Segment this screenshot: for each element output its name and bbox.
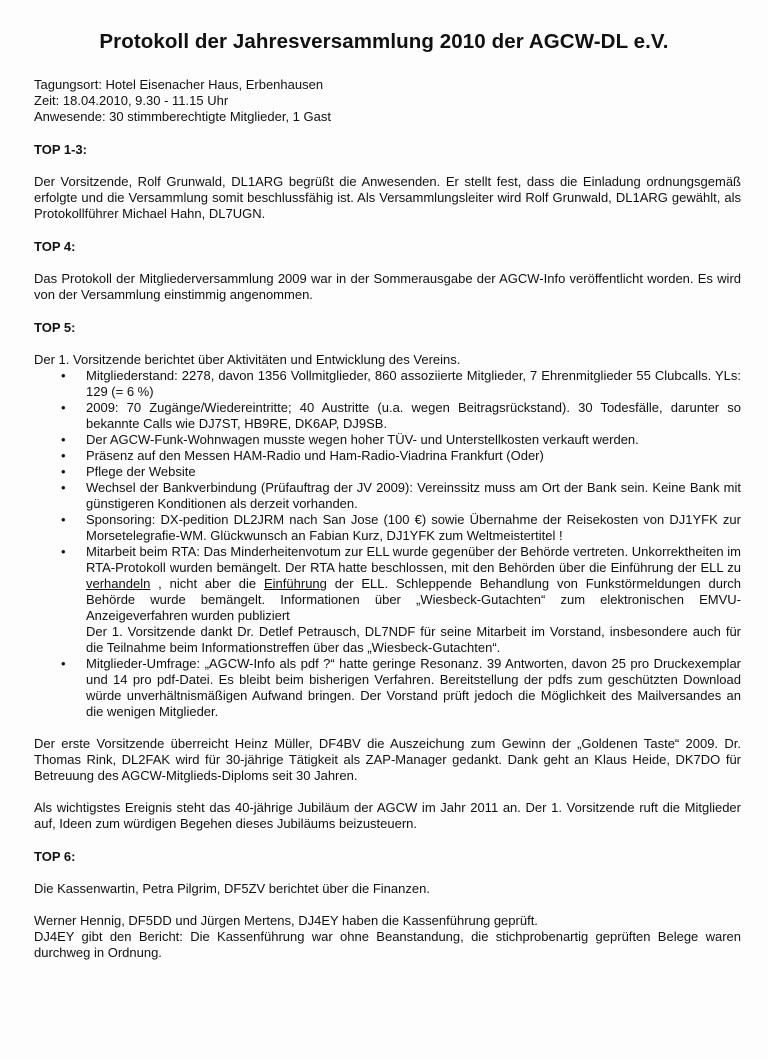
rta-text <box>86 544 741 623</box>
bullet-item <box>34 400 741 432</box>
bullet-text: Mitgliederstand: 2278, davon 1356 Vollmitglieder, 860 assoziierte Mitglieder, 7 Ehrenmitglieder 55 Clubcalls. YLs: 129 (= 6 %) <box>86 368 741 399</box>
bullet-icon: • <box>61 464 66 479</box>
bullet-text: 2009: 70 Zugänge/Wiedereintritte; 40 Austritte (u.a. wegen Beitragsrückstand). 30 Todesfälle, darunter so bekannte Calls wie DJ7ST, HB9RE, DK6AP, DJ9SB. <box>86 400 741 431</box>
bullet-icon: • <box>61 656 66 671</box>
heading-top-1-3: TOP 1-3: <box>34 142 87 157</box>
meta-time: Zeit: 18.04.2010, 9.30 - 11.15 Uhr <box>34 93 229 108</box>
bullet-item <box>34 512 741 544</box>
bullet-item <box>34 448 741 464</box>
heading-top-6: TOP 6: <box>34 849 76 864</box>
bullet-icon: • <box>61 400 66 415</box>
bullet-icon: • <box>61 368 66 383</box>
bullet-icon: • <box>61 512 66 527</box>
bullet-item <box>34 464 741 480</box>
heading-top-5: TOP 5: <box>34 320 76 335</box>
bullet-icon: • <box>61 448 66 463</box>
paragraph-top-5-intro: Der 1. Vorsitzende berichtet über Aktivitäten und Entwicklung des Vereins. <box>34 352 461 367</box>
bullet-item-survey <box>34 656 741 720</box>
paragraph-treasurer: Die Kassenwartin, Petra Pilgrim, DF5ZV berichtet über die Finanzen. <box>34 881 430 896</box>
spacer <box>34 720 741 736</box>
paragraph-audit-report: DJ4EY gibt den Bericht: Die Kassenführung war ohne Beanstandung, die stichprobenartig geprüften Belege waren durchweg in Ordnung. <box>34 929 741 960</box>
rta-text-part-1: Mitarbeit beim RTA: Das Minderheitenvotum zur ELL wurde gegenüber der Behörde vertreten. Unkorrektheiten im RTA-Protokoll wurden bemängelt. Der RTA hatte beschlossen, mit den Behörden über die Einführung der ELL zu <box>86 544 741 575</box>
bullet-text: Sponsoring: DX-pedition DL2JRM nach San Jose (100 €) sowie Übernahme der Reisekosten von DJ1YFK zur Morsetelegrafie-WM. Glückwunsch an Fabian Kurz, DJ1YFK zum Weltmeistertitel ! <box>86 512 741 543</box>
paragraph-anniversary: Als wichtigstes Ereignis steht das 40-jährige Jubiläum der AGCW im Jahr 2011 an. Der 1. Vorsitzende ruft die Mitglieder auf, Ideen zum würdigen Begehen dieses Jubiläums beizusteuern. <box>34 800 741 831</box>
document-title: Protokoll der Jahresversammlung 2010 der AGCW-DL e.V. <box>99 30 669 53</box>
spacer <box>34 784 741 800</box>
bullet-icon: • <box>61 544 66 559</box>
document-body <box>34 77 741 961</box>
rta-text-part-3: der ELL. Schleppende Behandlung von Funkstörmeldungen durch Behörde wurde bemängelt. Informationen über „Wiesbeck-Gutachten“ zum elektronischen EMVU-Anzeigeverfahren wurden publiziert <box>86 576 742 623</box>
paragraph-auditors: Werner Hennig, DF5DD und Jürgen Mertens, DJ4EY haben die Kassenführung geprüft. <box>34 913 538 928</box>
paragraph-top-4: Das Protokoll der Mitgliederversammlung 2009 war in der Sommerausgabe der AGCW-Info veröffentlicht worden. Es wird von der Versammlung einstimmig angenommen. <box>34 271 741 302</box>
paragraph-awards: Der erste Vorsitzende überreicht Heinz Müller, DF4BV die Auszeichung zum Gewinn der „Goldenen Taste“ 2009. Dr. Thomas Rink, DL2FAK wird für 30-jährige Tätigkeit als ZAP-Manager gedankt. Dank geht an Klaus Heide, DK7DO für Betreuung des AGCW-Mitglieds-Diploms seit 30 Jahren. <box>34 736 741 783</box>
spacer <box>34 897 741 913</box>
bullet-item <box>34 480 741 512</box>
bullet-text: Präsenz auf den Messen HAM-Radio und Ham-Radio-Viadrina Frankfurt (Oder) <box>86 448 544 463</box>
top-5-bullet-list <box>34 368 741 720</box>
rta-underlined-verhandeln: verhandeln <box>86 576 151 591</box>
bullet-text: Der AGCW-Funk-Wohnwagen musste wegen hoher TÜV- und Unterstellkosten verkauft werden. <box>86 432 639 447</box>
bullet-text: Pflege der Website <box>86 464 196 479</box>
meta-location: Tagungsort: Hotel Eisenacher Haus, Erbenhausen <box>34 77 324 92</box>
bullet-icon: • <box>61 480 66 495</box>
heading-top-4: TOP 4: <box>34 239 76 254</box>
meta-attendees: Anwesende: 30 stimmberechtigte Mitglieder, 1 Gast <box>34 109 331 124</box>
bullet-item <box>34 368 741 400</box>
rta-text-part-2: , nicht aber die <box>150 576 264 591</box>
bullet-item <box>34 432 741 448</box>
rta-thanks-text: Der 1. Vorsitzende dankt Dr. Detlef Petrausch, DL7NDF für seine Mitarbeit im Vorstand, insbesondere auch für die Teilnahme beim Informationstreffen über das „Wiesbeck-Gutachten“. <box>86 624 741 655</box>
bullet-text: Mitglieder-Umfrage: „AGCW-Info als pdf ?“ hatte geringe Resonanz. 39 Antworten, davon 25 pro Druckexemplar und 14 pro pdf-Datei. Es bleibt beim bisherigen Verfahren. Bereitstellung der pdfs zum geschützten Download würde unverhältnismäßigen Aufwand bringen. Der Vorstand prüft jedoch die Möglichkeit des Mailversandes an die wenigen Mitglieder. <box>86 656 741 719</box>
bullet-item-rta <box>34 544 741 656</box>
bullet-text: Wechsel der Bankverbindung (Prüfauftrag der JV 2009): Vereinssitz muss am Ort der Bank sein. Keine Bank mit günstigeren Konditionen als derzeit vorhanden. <box>86 480 741 511</box>
paragraph-top-1-3: Der Vorsitzende, Rolf Grunwald, DL1ARG begrüßt die Anwesenden. Er stellt fest, dass die Einladung ordnungsgemäß erfolgte und die Versammlung somit beschlussfähig ist. Als Versammlungsleiter wird Rolf Grunwald, DL1ARG gewählt, als Protokollführer Michael Hahn, DL7UGN. <box>34 174 741 221</box>
rta-underlined-einfuehrung: Einführung <box>264 576 327 591</box>
bullet-icon: • <box>61 432 66 447</box>
